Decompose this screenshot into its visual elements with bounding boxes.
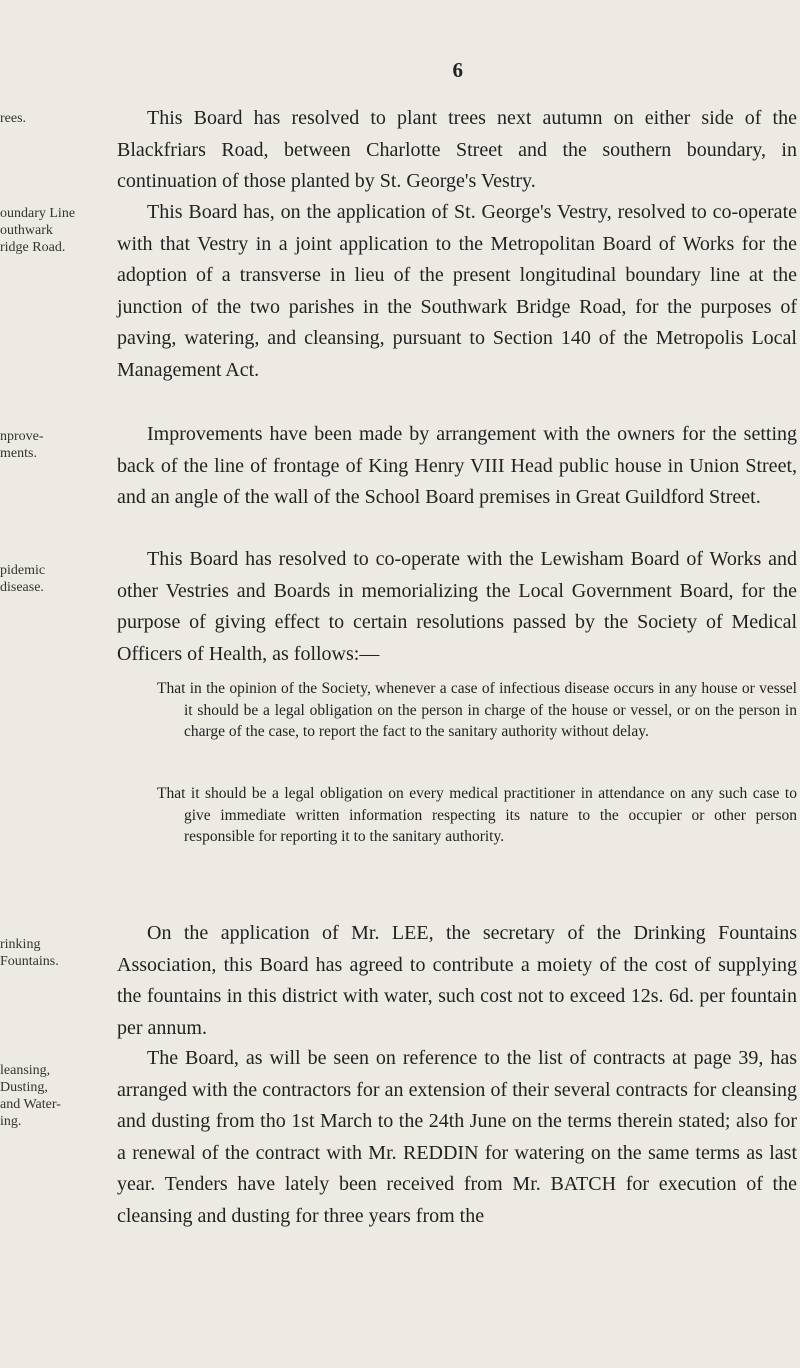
paragraph-epidemic-disease: This Board has resolved to co-operate with the Lewisham Board of Works and other Vestries and Boards in memorializing the Local Government Board, for the purpose of giving effect to certain resolutions passed by the Society of Medical Officers of Health, as follows:— (117, 548, 797, 665)
page-number: 6 (452, 58, 464, 82)
margin-note-trees: rees. (0, 111, 27, 126)
resolution-quote-1: That in the opinion of the Society, whenever a case of infectious disease occurs in any house or vessel it should be a legal obligation on the person in charge of the house or vessel, or on the person in charge of the case, to report the fact to the sanitary authority without delay. (157, 680, 797, 740)
paragraph-drinking-fountains: On the application of Mr. LEE, the secretary of the Drinking Fountains Association, this Board has agreed to contribute a moiety of the cost of supplying the fountains in this district with water, such cost not to exceed 12s. 6d. per fountain per annum. (117, 922, 797, 1039)
margin-note-drinking-fountains: rinking Fountains. (0, 937, 59, 969)
paragraph-boundary-line: This Board has, on the application of St. George's Vestry, resolved to co-operate with that Vestry in a joint application to the Metropolitan Board of Works for the adoption of a transverse in lieu of the present longitudinal boundary line at the junction of the two parishes in the Southwark Bridge Road, for the purposes of paving, watering, and cleansing, pursuant to Section 140 of the Metropolis Local Management Act. (117, 201, 797, 381)
paragraph-cleansing-dusting-watering: The Board, as will be seen on reference to the list of contracts at page 39, has arranged with the contractors for an extension of their several contracts for cleansing and dusting from tho 1st March to the 24th June on the terms therein stated; also for a renewal of the contract with Mr. REDDIN for watering on the same terms as last year. Tenders have lately been received from Mr. BATCH for execution of the cleansing and dusting for three years from the (117, 1047, 797, 1227)
margin-note-improvements: nprove- ments. (0, 429, 44, 461)
margin-note-epidemic-disease: pidemic disease. (0, 563, 46, 595)
margin-note-cleansing-dusting-watering: leansing, Dusting, and Water- ing. (0, 1063, 61, 1129)
paragraph-improvements: Improvements have been made by arrangement with the owners for the setting back of the line of frontage of King Henry VIII Head public house in Union Street, and an angle of the wall of the School Board premises in Great Guildford Street. (117, 423, 797, 508)
margin-note-boundary-line: oundary Line outhwark ridge Road. (0, 206, 76, 255)
paragraph-trees: This Board has resolved to plant trees next autumn on either side of the Blackfriars Road, between Charlotte Street and the southern boundary, in continuation of those planted by St. George's Vestry. (117, 107, 797, 192)
resolution-quote-2: That it should be a legal obligation on every medical practitioner in attendance on any such case to give immediate written information respecting its nature to the occupier or other person responsible for reporting it to the sanitary authority. (157, 785, 797, 845)
